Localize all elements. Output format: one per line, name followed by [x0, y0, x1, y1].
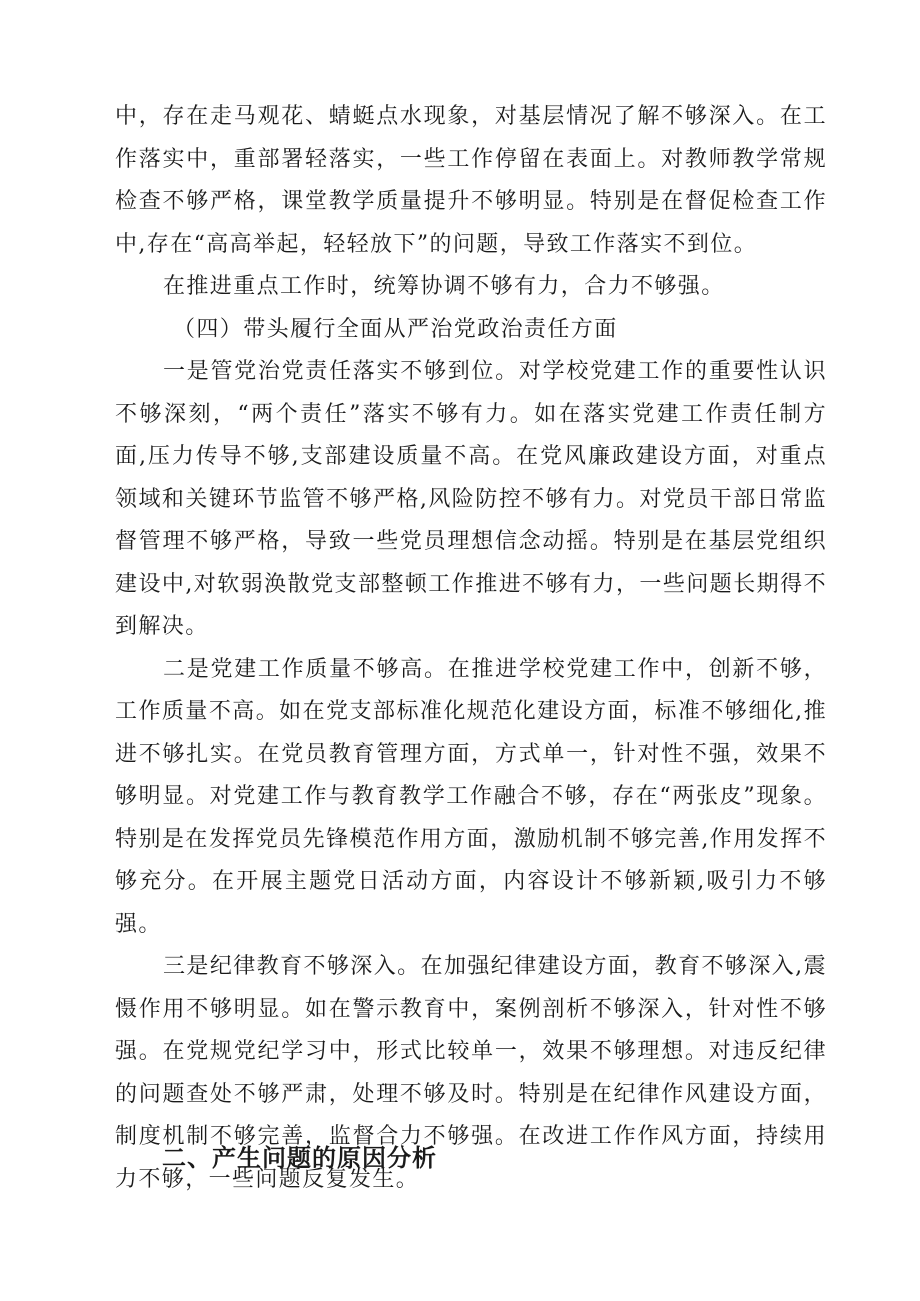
- paragraph-item-two: 二是党建工作质量不够高。在推进学校党建工作中，创新不够，工作质量不高。如在党支部标准化规范化建设方面，标准不够细化,推进不够扎实。在党员教育管理方面，方式单一，针对性不强，效果不够明显。对党建工作与教育教学工作融合不够，存在“两张皮”现象。特别是在发挥党员先锋模范作用方面，激励机制不够完善,作用发挥不够充分。在开展主题党日活动方面，内容设计不够新颖,吸引力不够强。: [115, 656, 827, 937]
- paragraph-continuation: 中，存在走马观花、蜻蜓点水现象，对基层情况了解不够深入。在工作落实中，重部署轻落实，一些工作停留在表面上。对教师教学常规检查不够严格，课堂教学质量提升不够明显。特别是在督促检查工作中,存在“高高举起，轻轻放下”的问题，导致工作落实不到位。: [115, 104, 827, 257]
- paragraph-coordination: 在推进重点工作时，统筹协调不够有力，合力不够强。: [163, 274, 725, 299]
- section-heading: 二、产生问题的原因分析: [162, 1144, 437, 1172]
- paragraph-item-three: 三是纪律教育不够深入。在加强纪律建设方面，教育不够深入,震慑作用不够明显。如在警示教育中，案例剖析不够深入，针对性不够强。在党规党纪学习中，形式比较单一，效果不够理想。对违反纪律的问题查处不够严肃，处理不够及时。特别是在纪律作风建设方面，制度机制不够完善，监督合力不够强。在改进工作作风方面，持续用力不够，一些问题反复发生。: [115, 954, 827, 1192]
- body-text: [115, 96, 827, 1201]
- paragraph-item-one: 一是管党治党责任落实不够到位。对学校党建工作的重要性认识不够深刻，“两个责任”落实不够有力。如在落实党建工作责任制方面,压力传导不够,支部建设质量不高。在党风廉政建设方面，对重点领域和关键环节监管不够严格,风险防控不够有力。对党员干部日常监督管理不够严格，导致一些党员理想信念动摇。特别是在基层党组织建设中,对软弱涣散党支部整顿工作推进不够有力，一些问题长期得不到解决。: [115, 359, 827, 639]
- subsection-heading: （四）带头履行全面从严治党政治责任方面: [173, 316, 618, 342]
